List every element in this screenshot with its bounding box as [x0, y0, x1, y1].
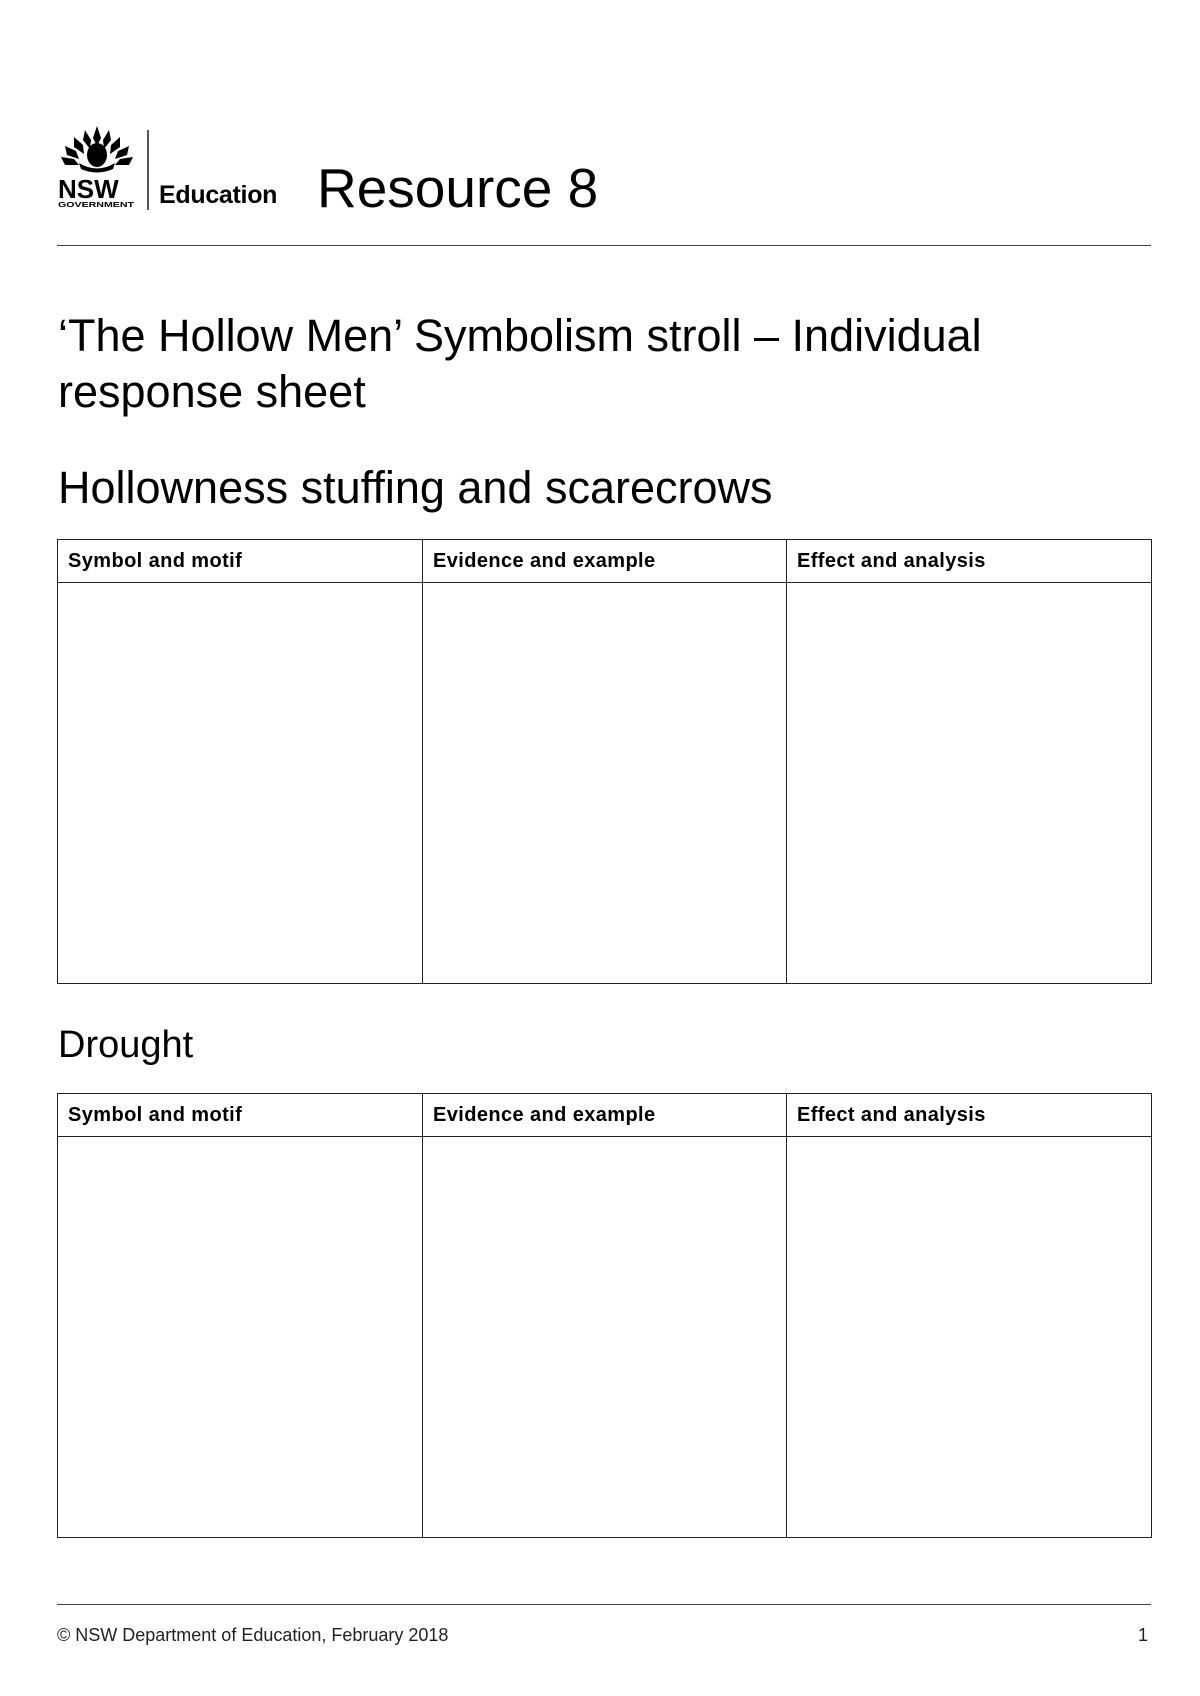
section-heading-hollowness: Hollowness stuffing and scarecrows — [58, 462, 773, 513]
column-header-symbol: Symbol and motif — [58, 1094, 423, 1137]
response-cell-effect[interactable] — [787, 1137, 1152, 1538]
main-title: ‘The Hollow Men’ Symbolism stroll – Individual response sheet — [58, 310, 982, 417]
header-divider — [57, 245, 1151, 246]
logo-government-text: GOVERNMENT — [58, 202, 136, 208]
response-table-drought — [57, 1093, 1152, 1538]
table-row — [58, 1137, 1152, 1538]
logo-nsw-text: NSW — [58, 174, 119, 204]
document-header — [57, 124, 1151, 219]
response-cell-symbol[interactable] — [58, 1137, 423, 1538]
footer-divider — [57, 1604, 1151, 1605]
resource-title: Resource 8 — [317, 157, 599, 219]
column-header-effect: Effect and analysis — [787, 540, 1152, 583]
logo-education-text: Education — [159, 181, 278, 209]
column-header-symbol: Symbol and motif — [58, 540, 423, 583]
response-cell-symbol[interactable] — [58, 583, 423, 984]
response-cell-evidence[interactable] — [423, 1137, 787, 1538]
nsw-government-logo — [57, 124, 137, 208]
logo-divider — [147, 130, 149, 210]
response-table-hollowness — [57, 539, 1152, 984]
footer-copyright: © NSW Department of Education, February 2018 — [57, 1625, 449, 1645]
table-header-row — [58, 540, 1152, 583]
table-header-row — [58, 1094, 1152, 1137]
response-cell-evidence[interactable] — [423, 583, 787, 984]
response-cell-effect[interactable] — [787, 583, 1152, 984]
section-heading-drought: Drought — [58, 1024, 194, 1066]
column-header-evidence: Evidence and example — [423, 1094, 787, 1137]
column-header-effect: Effect and analysis — [787, 1094, 1152, 1137]
footer-page-number: 1 — [1137, 1625, 1148, 1645]
table-row — [58, 583, 1152, 984]
column-header-evidence: Evidence and example — [423, 540, 787, 583]
